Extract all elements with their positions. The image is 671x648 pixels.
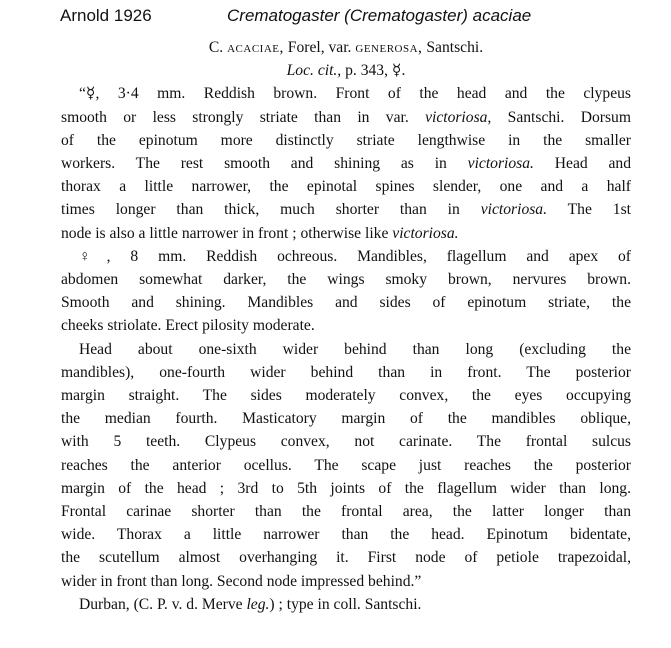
text-run: margin straight. The sides moderately convex, the eyes occupying [61, 387, 631, 405]
loc-cit-reference: p. 343, ☿. [345, 62, 406, 80]
loc-cit-line [61, 59, 631, 82]
loc-cit-label: Loc. cit., [286, 62, 342, 80]
text-run: node is also a little narrower in front ; otherwise like [61, 224, 393, 242]
head-description [61, 338, 631, 593]
text-run: wide. Thorax a little narrower than the head. Epinotum bidentate, [61, 526, 631, 544]
text-run: Frontal carinae shorter than the frontal area, the latter longer than [61, 503, 631, 521]
text-run: with 5 teeth. Clypeus convex, not carinate. The frontal sulcus [61, 433, 631, 451]
text-run: Head about one-sixth wider behind than long (excluding the [79, 340, 631, 358]
text-line [61, 500, 631, 523]
document-body [61, 36, 631, 616]
text-line [61, 152, 631, 175]
text-line [61, 106, 631, 129]
text-line [61, 129, 631, 152]
text-line [61, 361, 631, 384]
italic-text: victoriosa, [425, 108, 492, 126]
text-run: of the epinotum more distinctly striate lengthwise in the smaller [61, 131, 631, 149]
text-run: the median fourth. Masticatory margin of the mandibles oblique, [61, 410, 631, 428]
title-variety-author: Santschi. [426, 39, 484, 56]
text-run: Head and [533, 155, 631, 173]
title-species: acaciae, [227, 39, 284, 56]
text-run: times longer than thick, much shorter than in [61, 201, 481, 219]
text-line [61, 338, 631, 361]
header-author-year: Arnold 1926 [60, 6, 152, 25]
text-line [61, 407, 631, 430]
text-line [61, 593, 631, 616]
text-line [61, 384, 631, 407]
text-line [61, 268, 631, 291]
text-line [61, 430, 631, 453]
text-run: “☿, 3·4 mm. Reddish brown. Front of the head and the clypeus [79, 85, 631, 103]
taxon-title [61, 36, 631, 59]
text-line [61, 175, 631, 198]
text-line [61, 570, 631, 593]
text-run: Durban, (C. P. v. d. Merve [79, 595, 247, 613]
text-line [61, 82, 631, 105]
text-line [61, 245, 631, 268]
header-species-name: Crematogaster (Crematogaster) acaciae [227, 6, 532, 25]
text-line [61, 291, 631, 314]
text-line [61, 523, 631, 546]
female-description [61, 245, 631, 338]
text-run: cheeks striolate. Erect pilosity moderate. [61, 317, 315, 335]
title-author: Forel, var. [287, 39, 352, 56]
worker-description [61, 82, 631, 244]
text-run: the scutellum almost overhanging it. First node of petiole trapezoidal, [61, 549, 631, 567]
text-run: ♀, 8 mm. Reddish ochreous. Mandibles, flagellum and apex of [79, 247, 631, 265]
text-run: reaches the anterior ocellus. The scape just reaches the posterior [61, 456, 631, 474]
text-line [61, 546, 631, 569]
title-genus: C. [208, 39, 224, 56]
text-run: thorax a little narrower, the epinotal spines slender, one and a half [61, 178, 631, 196]
text-line [61, 477, 631, 500]
text-run: abdomen somewhat darker, the wings smoky brown, nervures brown. [61, 271, 631, 289]
text-line [61, 222, 631, 245]
text-run: mandibles), one-fourth wider behind than in front. The posterior [61, 363, 631, 381]
italic-text: victoriosa. [467, 155, 534, 173]
text-run: Santschi. Dorsum [491, 108, 631, 126]
text-line [61, 198, 631, 221]
italic-text: leg. [246, 595, 270, 613]
text-run: ) ; type in coll. Santschi. [269, 595, 422, 613]
text-run: workers. The rest smooth and shining as in [61, 155, 468, 173]
text-run: wider in front than long. Second node impressed behind.” [61, 572, 422, 590]
text-line [61, 454, 631, 477]
italic-text: victoriosa. [480, 201, 548, 219]
text-run: The 1st [547, 201, 631, 219]
title-variety: generosa, [355, 39, 423, 56]
locality-line [61, 593, 631, 616]
text-run: smooth or less strongly striate than in var. [61, 108, 426, 126]
text-run: margin of the head ; 3rd to 5th joints of the flagellum wider than long. [61, 479, 631, 497]
text-line [61, 314, 631, 337]
text-run: Smooth and shining. Mandibles and sides of epinotum striate, the [61, 294, 631, 312]
italic-text: victoriosa. [392, 224, 459, 242]
